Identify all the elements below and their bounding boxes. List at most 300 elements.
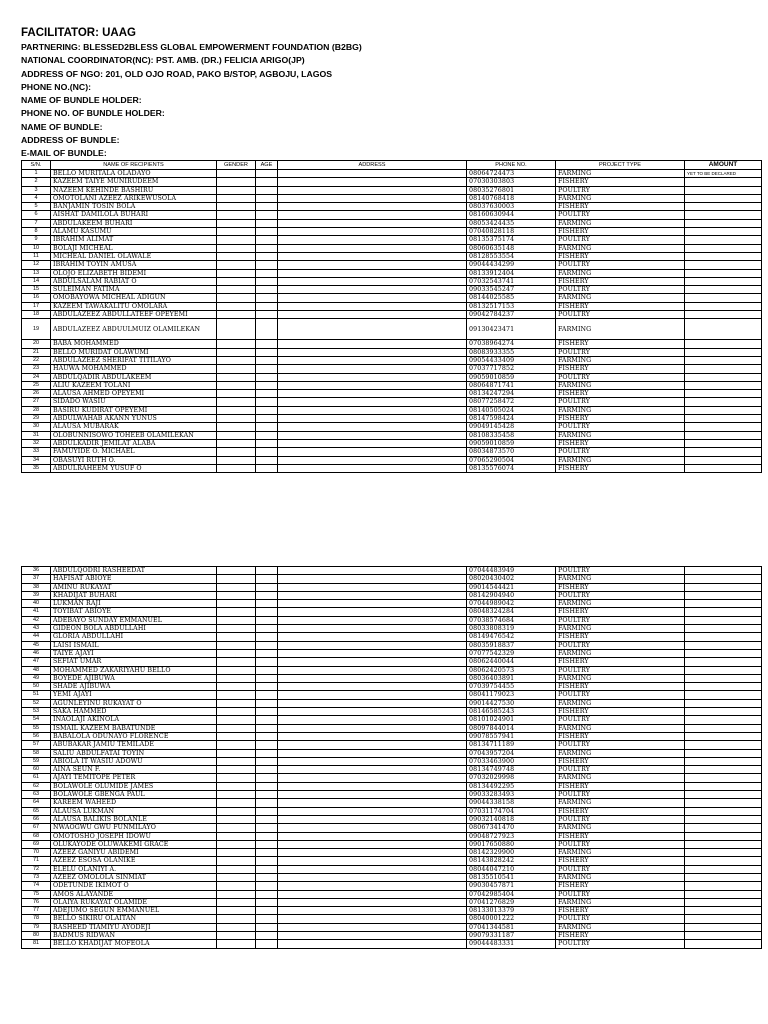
gender-cell	[217, 923, 256, 931]
age-cell	[256, 567, 278, 575]
phone-cell: 09079331187	[467, 932, 556, 940]
serial-number-cell: 78	[22, 915, 51, 923]
phone-cell: 07033463900	[467, 757, 556, 765]
gender-cell	[217, 915, 256, 923]
recipient-name-cell: ADEBAYO SUNDAY EMMANUEL	[51, 616, 217, 624]
gender-cell	[217, 749, 256, 757]
amount-cell	[685, 898, 762, 906]
gender-cell	[217, 898, 256, 906]
gender-cell	[217, 170, 256, 178]
phone-cell: 08062420573	[467, 666, 556, 674]
recipient-name-cell: YEMI AJAYI	[51, 691, 217, 699]
table-header-row	[22, 161, 762, 170]
gender-cell	[217, 340, 256, 348]
age-cell	[256, 575, 278, 583]
address-cell	[278, 699, 467, 707]
address-cell	[278, 691, 467, 699]
gender-cell	[217, 849, 256, 857]
bundle-holder-phone-line: PHONE NO. OF BUNDLE HOLDER:	[21, 108, 165, 119]
project-type-cell: POULTRY	[556, 448, 685, 456]
address-cell	[278, 390, 467, 398]
project-type-cell: FISHERY	[556, 782, 685, 790]
project-type-cell: FISHERY	[556, 658, 685, 666]
project-type-cell: FARMING	[556, 824, 685, 832]
project-type-cell: POULTRY	[556, 641, 685, 649]
recipient-name-cell: ABDULRAHEEM YUSUF O	[51, 464, 217, 472]
recipient-name-cell: RASHEED TIAMIYU AYODEJI	[51, 923, 217, 931]
project-type-cell: POULTRY	[556, 865, 685, 873]
age-cell	[256, 373, 278, 381]
gender-cell	[217, 608, 256, 616]
age-cell	[256, 286, 278, 294]
address-cell	[278, 228, 467, 236]
phone-cell: 08044047210	[467, 865, 556, 873]
phone-cell: 08134247294	[467, 390, 556, 398]
amount-cell	[685, 277, 762, 285]
project-type-cell: FARMING	[556, 194, 685, 202]
age-cell	[256, 674, 278, 682]
phone-cell: 07065290504	[467, 456, 556, 464]
bundle-name-line: NAME OF BUNDLE:	[21, 121, 103, 132]
recipient-name-cell: ABDULAKEEM BUHARI	[51, 219, 217, 227]
age-cell	[256, 741, 278, 749]
serial-number-cell: 72	[22, 865, 51, 873]
serial-number-cell: 61	[22, 774, 51, 782]
gender-cell	[217, 261, 256, 269]
table-row	[22, 365, 762, 373]
project-type-cell: FISHERY	[556, 277, 685, 285]
serial-number-cell: 32	[22, 439, 51, 447]
phone-cell: 09014544421	[467, 583, 556, 591]
phone-cell: 07041344581	[467, 923, 556, 931]
gender-cell	[217, 591, 256, 599]
age-cell	[256, 716, 278, 724]
gender-cell	[217, 666, 256, 674]
gender-cell	[217, 932, 256, 940]
recipient-name-cell: BELLO MURIDAT OLAWUMI	[51, 348, 217, 356]
address-cell	[278, 340, 467, 348]
serial-number-cell: 23	[22, 365, 51, 373]
phone-cell: 07037717852	[467, 365, 556, 373]
age-cell	[256, 423, 278, 431]
recipient-name-cell: FAMUYIDE O. MICHAEL	[51, 448, 217, 456]
phone-cell: 07038964274	[467, 340, 556, 348]
address-cell	[278, 219, 467, 227]
address-cell	[278, 732, 467, 740]
address-cell	[278, 186, 467, 194]
amount-cell	[685, 616, 762, 624]
gender-cell	[217, 381, 256, 389]
address-cell	[278, 915, 467, 923]
table-row	[22, 423, 762, 431]
project-type-cell: FARMING	[556, 674, 685, 682]
address-cell	[278, 716, 467, 724]
amount-cell	[685, 406, 762, 414]
table-row	[22, 390, 762, 398]
recipient-name-cell: AGUNLEYINU RUKAYAT O	[51, 699, 217, 707]
phone-nc-line: PHONE NO.(NC):	[21, 81, 91, 92]
project-type-cell: FISHERY	[556, 708, 685, 716]
age-cell	[256, 907, 278, 915]
address-cell	[278, 365, 467, 373]
gender-cell	[217, 683, 256, 691]
address-cell	[278, 415, 467, 423]
amount-cell	[685, 286, 762, 294]
recipient-name-cell: AMINU RUKAYAT	[51, 583, 217, 591]
project-type-cell: POULTRY	[556, 940, 685, 948]
address-cell	[278, 708, 467, 716]
col-phone: PHONE NO.	[467, 161, 556, 170]
gender-cell	[217, 348, 256, 356]
recipient-name-cell: ABIOLA IT WASIU ADOWU	[51, 757, 217, 765]
address-cell	[278, 724, 467, 732]
recipient-name-cell: ABDULKADIR JEMILAT ALABA	[51, 439, 217, 447]
amount-cell	[685, 873, 762, 881]
address-cell	[278, 774, 467, 782]
table-row	[22, 448, 762, 456]
table-row	[22, 649, 762, 657]
serial-number-cell: 9	[22, 236, 51, 244]
table-row	[22, 658, 762, 666]
project-type-cell: FISHERY	[556, 203, 685, 211]
table-row	[22, 807, 762, 815]
age-cell	[256, 649, 278, 657]
phone-cell: 09078557941	[467, 732, 556, 740]
amount-cell	[685, 575, 762, 583]
address-cell	[278, 791, 467, 799]
serial-number-cell: 30	[22, 423, 51, 431]
gender-cell	[217, 365, 256, 373]
address-cell	[278, 857, 467, 865]
recipients-table-1	[21, 160, 762, 473]
phone-cell: 09130423471	[467, 319, 556, 340]
serial-number-cell: 14	[22, 277, 51, 285]
age-cell	[256, 244, 278, 252]
table-row	[22, 415, 762, 423]
project-type-cell: FISHERY	[556, 302, 685, 310]
table-row	[22, 178, 762, 186]
table-row	[22, 699, 762, 707]
address-cell	[278, 649, 467, 657]
table-row	[22, 907, 762, 915]
gender-cell	[217, 203, 256, 211]
table-row	[22, 890, 762, 898]
table-row	[22, 683, 762, 691]
age-cell	[256, 832, 278, 840]
age-cell	[256, 591, 278, 599]
recipient-name-cell: BADMUS RIDWAN	[51, 932, 217, 940]
gender-cell	[217, 390, 256, 398]
phone-cell: 08048324284	[467, 608, 556, 616]
amount-cell	[685, 439, 762, 447]
project-type-cell: FISHERY	[556, 178, 685, 186]
project-type-cell: FARMING	[556, 873, 685, 881]
address-cell	[278, 807, 467, 815]
project-type-cell: FARMING	[556, 799, 685, 807]
gender-cell	[217, 890, 256, 898]
amount-cell	[685, 666, 762, 674]
col-project-type: PROJECT TYPE	[556, 161, 685, 170]
gender-cell	[217, 832, 256, 840]
project-type-cell: FISHERY	[556, 683, 685, 691]
project-type-cell: FISHERY	[556, 439, 685, 447]
recipient-name-cell: AISHAT DAMILOLA BUHARI	[51, 211, 217, 219]
age-cell	[256, 277, 278, 285]
phone-cell: 08034873570	[467, 448, 556, 456]
project-type-cell: FISHERY	[556, 633, 685, 641]
serial-number-cell: 48	[22, 666, 51, 674]
address-cell	[278, 882, 467, 890]
phone-cell: 08143828242	[467, 857, 556, 865]
phone-cell: 07039754455	[467, 683, 556, 691]
amount-cell	[685, 302, 762, 310]
amount-cell	[685, 641, 762, 649]
bundle-address-line: ADDRESS OF BUNDLE:	[21, 135, 120, 146]
age-cell	[256, 766, 278, 774]
address-cell	[278, 757, 467, 765]
serial-number-cell: 41	[22, 608, 51, 616]
recipient-name-cell: MICHEAL DANIEL OLAWALE	[51, 252, 217, 260]
gender-cell	[217, 782, 256, 790]
ngo-address-line: ADDRESS OF NGO: 201, OLD OJO ROAD, PAKO B/STOP, AGBOJU, LAGOS	[21, 68, 333, 79]
age-cell	[256, 390, 278, 398]
recipient-name-cell: ODETUNDE IKIMOT O	[51, 882, 217, 890]
serial-number-cell: 16	[22, 294, 51, 302]
address-cell	[278, 356, 467, 364]
serial-number-cell: 74	[22, 882, 51, 890]
phone-cell: 08035276801	[467, 186, 556, 194]
phone-cell: 08037630003	[467, 203, 556, 211]
address-cell	[278, 633, 467, 641]
recipient-name-cell: INAOLAJI AKINOLA	[51, 716, 217, 724]
address-cell	[278, 286, 467, 294]
address-cell	[278, 348, 467, 356]
address-cell	[278, 448, 467, 456]
amount-cell	[685, 567, 762, 575]
table-row	[22, 633, 762, 641]
recipient-name-cell: SALIU ABDULFATAI TOYIN	[51, 749, 217, 757]
serial-number-cell: 66	[22, 815, 51, 823]
project-type-cell: FISHERY	[556, 340, 685, 348]
recipient-name-cell: BOLAJI MICHEAL	[51, 244, 217, 252]
age-cell	[256, 732, 278, 740]
phone-cell: 08144025585	[467, 294, 556, 302]
age-cell	[256, 641, 278, 649]
recipient-name-cell: AZEEZ OMOLOLA SINMIAT	[51, 873, 217, 881]
project-type-cell: FARMING	[556, 269, 685, 277]
serial-number-cell: 12	[22, 261, 51, 269]
recipient-name-cell: ALAUSA MUBARAK	[51, 423, 217, 431]
serial-number-cell: 13	[22, 269, 51, 277]
recipient-name-cell: BOLAWOLE OLUMIDE JAMES	[51, 782, 217, 790]
col-address: ADDRESS	[278, 161, 467, 170]
serial-number-cell: 18	[22, 311, 51, 319]
address-cell	[278, 203, 467, 211]
serial-number-cell: 11	[22, 252, 51, 260]
age-cell	[256, 340, 278, 348]
project-type-cell: FARMING	[556, 170, 685, 178]
phone-cell: 08036403891	[467, 674, 556, 682]
project-type-cell: FARMING	[556, 625, 685, 633]
phone-cell: 08108335458	[467, 431, 556, 439]
project-type-cell: FISHERY	[556, 252, 685, 260]
serial-number-cell: 33	[22, 448, 51, 456]
table-row	[22, 641, 762, 649]
amount-cell	[685, 716, 762, 724]
table-row	[22, 286, 762, 294]
gender-cell	[217, 766, 256, 774]
phone-cell: 08160630944	[467, 211, 556, 219]
phone-cell: 07040828118	[467, 228, 556, 236]
age-cell	[256, 319, 278, 340]
table-row	[22, 319, 762, 340]
project-type-cell: POULTRY	[556, 348, 685, 356]
recipient-name-cell: SULEIMAN FATIMA	[51, 286, 217, 294]
serial-number-cell: 5	[22, 203, 51, 211]
gender-cell	[217, 583, 256, 591]
address-cell	[278, 456, 467, 464]
amount-cell	[685, 340, 762, 348]
gender-cell	[217, 311, 256, 319]
phone-cell: 08062440044	[467, 658, 556, 666]
project-type-cell: POULTRY	[556, 666, 685, 674]
table-row	[22, 311, 762, 319]
amount-cell	[685, 724, 762, 732]
project-type-cell: FARMING	[556, 381, 685, 389]
recipient-name-cell: ALAUSA LUKMAN	[51, 807, 217, 815]
address-cell	[278, 873, 467, 881]
amount-cell	[685, 882, 762, 890]
recipient-name-cell: TAIYE AJAYI	[51, 649, 217, 657]
serial-number-cell: 44	[22, 633, 51, 641]
recipient-name-cell: TOYIBAT ABIOYE	[51, 608, 217, 616]
age-cell	[256, 228, 278, 236]
age-cell	[256, 365, 278, 373]
recipient-name-cell: KAZEEM TAWAKALITU OMOLARA	[51, 302, 217, 310]
table-row	[22, 194, 762, 202]
phone-cell: 09017650880	[467, 840, 556, 848]
age-cell	[256, 625, 278, 633]
recipient-name-cell: SIDADO WASIU	[51, 398, 217, 406]
amount-cell	[685, 799, 762, 807]
recipient-name-cell: BELLO KHADIJAT MOFEOLA	[51, 940, 217, 948]
facilitator-line: FACILITATOR: UAAG	[21, 27, 136, 39]
address-cell	[278, 840, 467, 848]
age-cell	[256, 799, 278, 807]
recipient-name-cell: AINA SEUN F.	[51, 766, 217, 774]
age-cell	[256, 356, 278, 364]
table-row	[22, 294, 762, 302]
serial-number-cell: 71	[22, 857, 51, 865]
project-type-cell: FARMING	[556, 356, 685, 364]
address-cell	[278, 575, 467, 583]
table-row	[22, 932, 762, 940]
table-row	[22, 873, 762, 881]
amount-cell	[685, 456, 762, 464]
gender-cell	[217, 236, 256, 244]
address-cell	[278, 600, 467, 608]
serial-number-cell: 21	[22, 348, 51, 356]
recipient-name-cell: BOYEDE AJIBUWA	[51, 674, 217, 682]
serial-number-cell: 1	[22, 170, 51, 178]
amount-cell	[685, 448, 762, 456]
project-type-cell: POULTRY	[556, 616, 685, 624]
gender-cell	[217, 398, 256, 406]
gender-cell	[217, 423, 256, 431]
project-type-cell: POULTRY	[556, 286, 685, 294]
project-type-cell: POULTRY	[556, 691, 685, 699]
project-type-cell: POULTRY	[556, 791, 685, 799]
table-row	[22, 832, 762, 840]
phone-cell: 07044989042	[467, 600, 556, 608]
amount-cell	[685, 311, 762, 319]
amount-cell	[685, 415, 762, 423]
recipient-name-cell: SEFIAT UMAR	[51, 658, 217, 666]
phone-cell: 08035918837	[467, 641, 556, 649]
project-type-cell: FISHERY	[556, 608, 685, 616]
project-type-cell: FARMING	[556, 923, 685, 931]
recipient-name-cell: OMOTOLANI AZEEZ ARIKEWUSOLA	[51, 194, 217, 202]
phone-cell: 09059010859	[467, 439, 556, 447]
gender-cell	[217, 406, 256, 414]
phone-cell: 07032029998	[467, 774, 556, 782]
project-type-cell: FISHERY	[556, 390, 685, 398]
amount-cell	[685, 319, 762, 340]
gender-cell	[217, 865, 256, 873]
amount-cell	[685, 261, 762, 269]
gender-cell	[217, 567, 256, 575]
recipient-name-cell: ABDULSALAM RABIAT O	[51, 277, 217, 285]
serial-number-cell: 60	[22, 766, 51, 774]
table-row	[22, 782, 762, 790]
phone-cell: 08097844014	[467, 724, 556, 732]
gender-cell	[217, 456, 256, 464]
table-row	[22, 406, 762, 414]
serial-number-cell: 51	[22, 691, 51, 699]
phone-cell: 09044483331	[467, 940, 556, 948]
project-type-cell: FARMING	[556, 898, 685, 906]
age-cell	[256, 782, 278, 790]
recipient-name-cell: OLOJO ELIZABETH BIDEMI	[51, 269, 217, 277]
table-row	[22, 211, 762, 219]
recipient-name-cell: ALAUSA AHMED OPEYEMI	[51, 390, 217, 398]
recipient-name-cell: GIDEON BOLA ABDULLAHI	[51, 625, 217, 633]
address-cell	[278, 398, 467, 406]
amount-cell	[685, 741, 762, 749]
table-row	[22, 774, 762, 782]
age-cell	[256, 236, 278, 244]
gender-cell	[217, 774, 256, 782]
amount-cell	[685, 824, 762, 832]
age-cell	[256, 658, 278, 666]
project-type-cell: FARMING	[556, 749, 685, 757]
recipient-name-cell: ABDULQADIR ABDULAKEEM	[51, 373, 217, 381]
address-cell	[278, 849, 467, 857]
serial-number-cell: 54	[22, 716, 51, 724]
phone-cell: 07041276829	[467, 898, 556, 906]
serial-number-cell: 77	[22, 907, 51, 915]
phone-cell: 07031174704	[467, 807, 556, 815]
age-cell	[256, 252, 278, 260]
phone-cell: 08135510541	[467, 873, 556, 881]
age-cell	[256, 757, 278, 765]
table-row	[22, 616, 762, 624]
amount-cell	[685, 203, 762, 211]
table-row	[22, 356, 762, 364]
table-row	[22, 915, 762, 923]
address-cell	[278, 261, 467, 269]
age-cell	[256, 456, 278, 464]
